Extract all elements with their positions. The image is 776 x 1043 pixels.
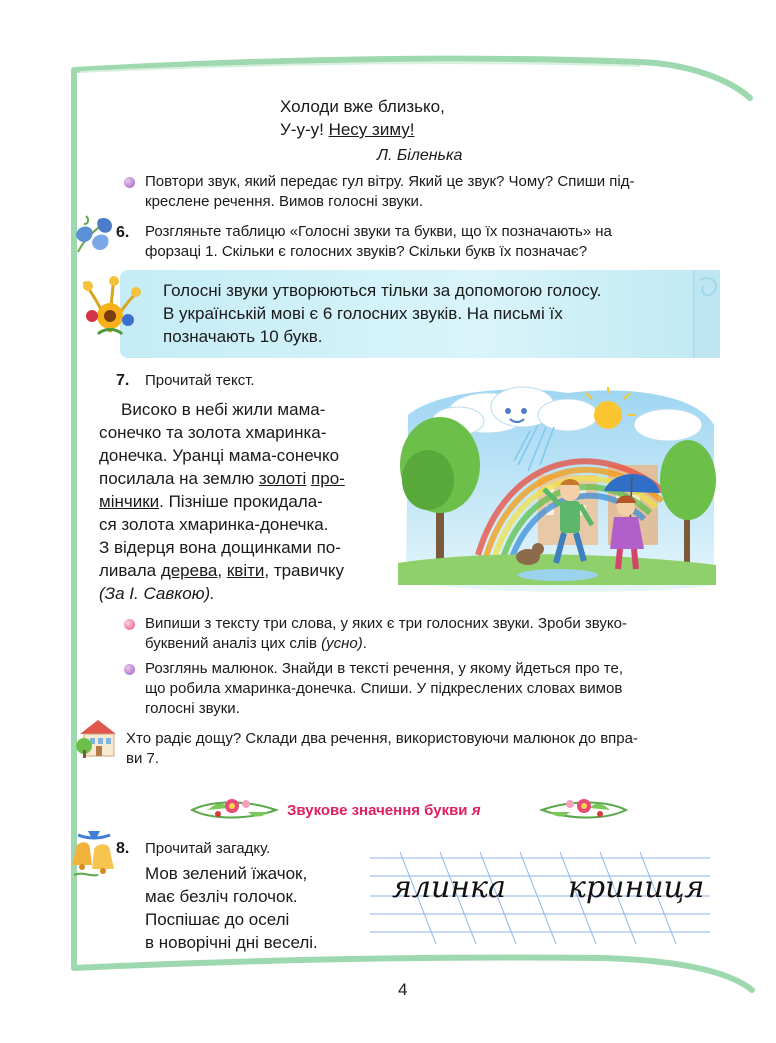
task7-sub1: Випиши з тексту три слова, у яких є три голосних звуки. Зроби звуко- буквений аналіз цих слів (усно). <box>145 615 627 652</box>
poem-line-1: Холоди вже близько, <box>280 97 445 116</box>
task6-number: 6. <box>116 224 130 241</box>
poem-underlined: Несу зиму! <box>328 120 415 139</box>
christmas-bells-icon <box>68 825 120 883</box>
homework-text: Хто радіє дощу? Склади два речення, використовуючи малюнок до впра- ви 7. <box>126 730 638 767</box>
poem-author: Л. Біленька <box>377 147 463 164</box>
rainy-park-illustration <box>398 385 716 595</box>
task7-story: Високо в небі жили мама- сонечко та золота хмаринка- донечка. Уранці мама-сонечко посилала на землю золоті про- мінчики. Пізніше прокидала- ся золота хмаринка-донечка. З відерця вона дощинками по- ливала дерева, квіти, травичку (За І. Савкою). <box>99 400 345 603</box>
handwritten-word-2: криниця <box>568 870 705 905</box>
underlined-word: квіти <box>226 561 265 580</box>
underlined-word: золоті <box>258 469 307 488</box>
rule-text: Голосні звуки утворюються тільки за допомогою голосу. В українській мові є 6 голосних звуків. На письмі їх позначають 10 букв. <box>163 281 602 346</box>
task6-text: Розгляньте таблицю «Голосні звуки та букви, що їх позначають» на форзаці 1. Скільки є голосних звуків? Скільки букв їх позначає? <box>145 223 612 260</box>
task7-number: 7. <box>116 372 130 389</box>
bullet-pink-icon <box>124 619 135 630</box>
wheat-sunflower-bouquet-icon <box>74 272 146 344</box>
task8-instruction: Прочитай загадку. <box>145 840 271 857</box>
floral-ornament-left-icon <box>188 792 280 828</box>
underlined-word: дерева <box>160 561 218 580</box>
scroll-curl-icon <box>690 270 722 360</box>
bullet-purple-icon <box>124 664 135 675</box>
house-homework-icon <box>76 716 120 760</box>
floral-ornament-right-icon <box>538 792 630 828</box>
underlined-word: про- <box>311 469 345 488</box>
poem-line-2: У-у-у! Несу зиму! <box>280 120 415 139</box>
bullet-purple-icon <box>124 177 135 188</box>
task7-instruction: Прочитай текст. <box>145 372 255 389</box>
handwritten-word-1: ялинка <box>392 870 506 905</box>
task8-number: 8. <box>116 840 130 857</box>
task5-text: Повтори звук, який передає гул вітру. Який це звук? Чому? Спиши під- креслене речення. Вимов голосні звуки. <box>145 173 635 210</box>
task7-sub2: Розглянь малюнок. Знайди в тексті речення, у якому йдеться про те, що робила хмаринка-донечка. Спиши. У підкреслених словах вимов голосні звуки. <box>145 660 624 717</box>
page-number: 4 <box>398 980 408 999</box>
underlined-word: мінчики <box>99 492 160 511</box>
task8-riddle: Мов зелений їжачок, має безліч голочок. Поспішає до оселі в новорічні дні веселі. <box>145 864 318 952</box>
section-title: Звукове значення букви я <box>287 802 481 819</box>
bluebell-flowers-icon <box>72 212 118 258</box>
